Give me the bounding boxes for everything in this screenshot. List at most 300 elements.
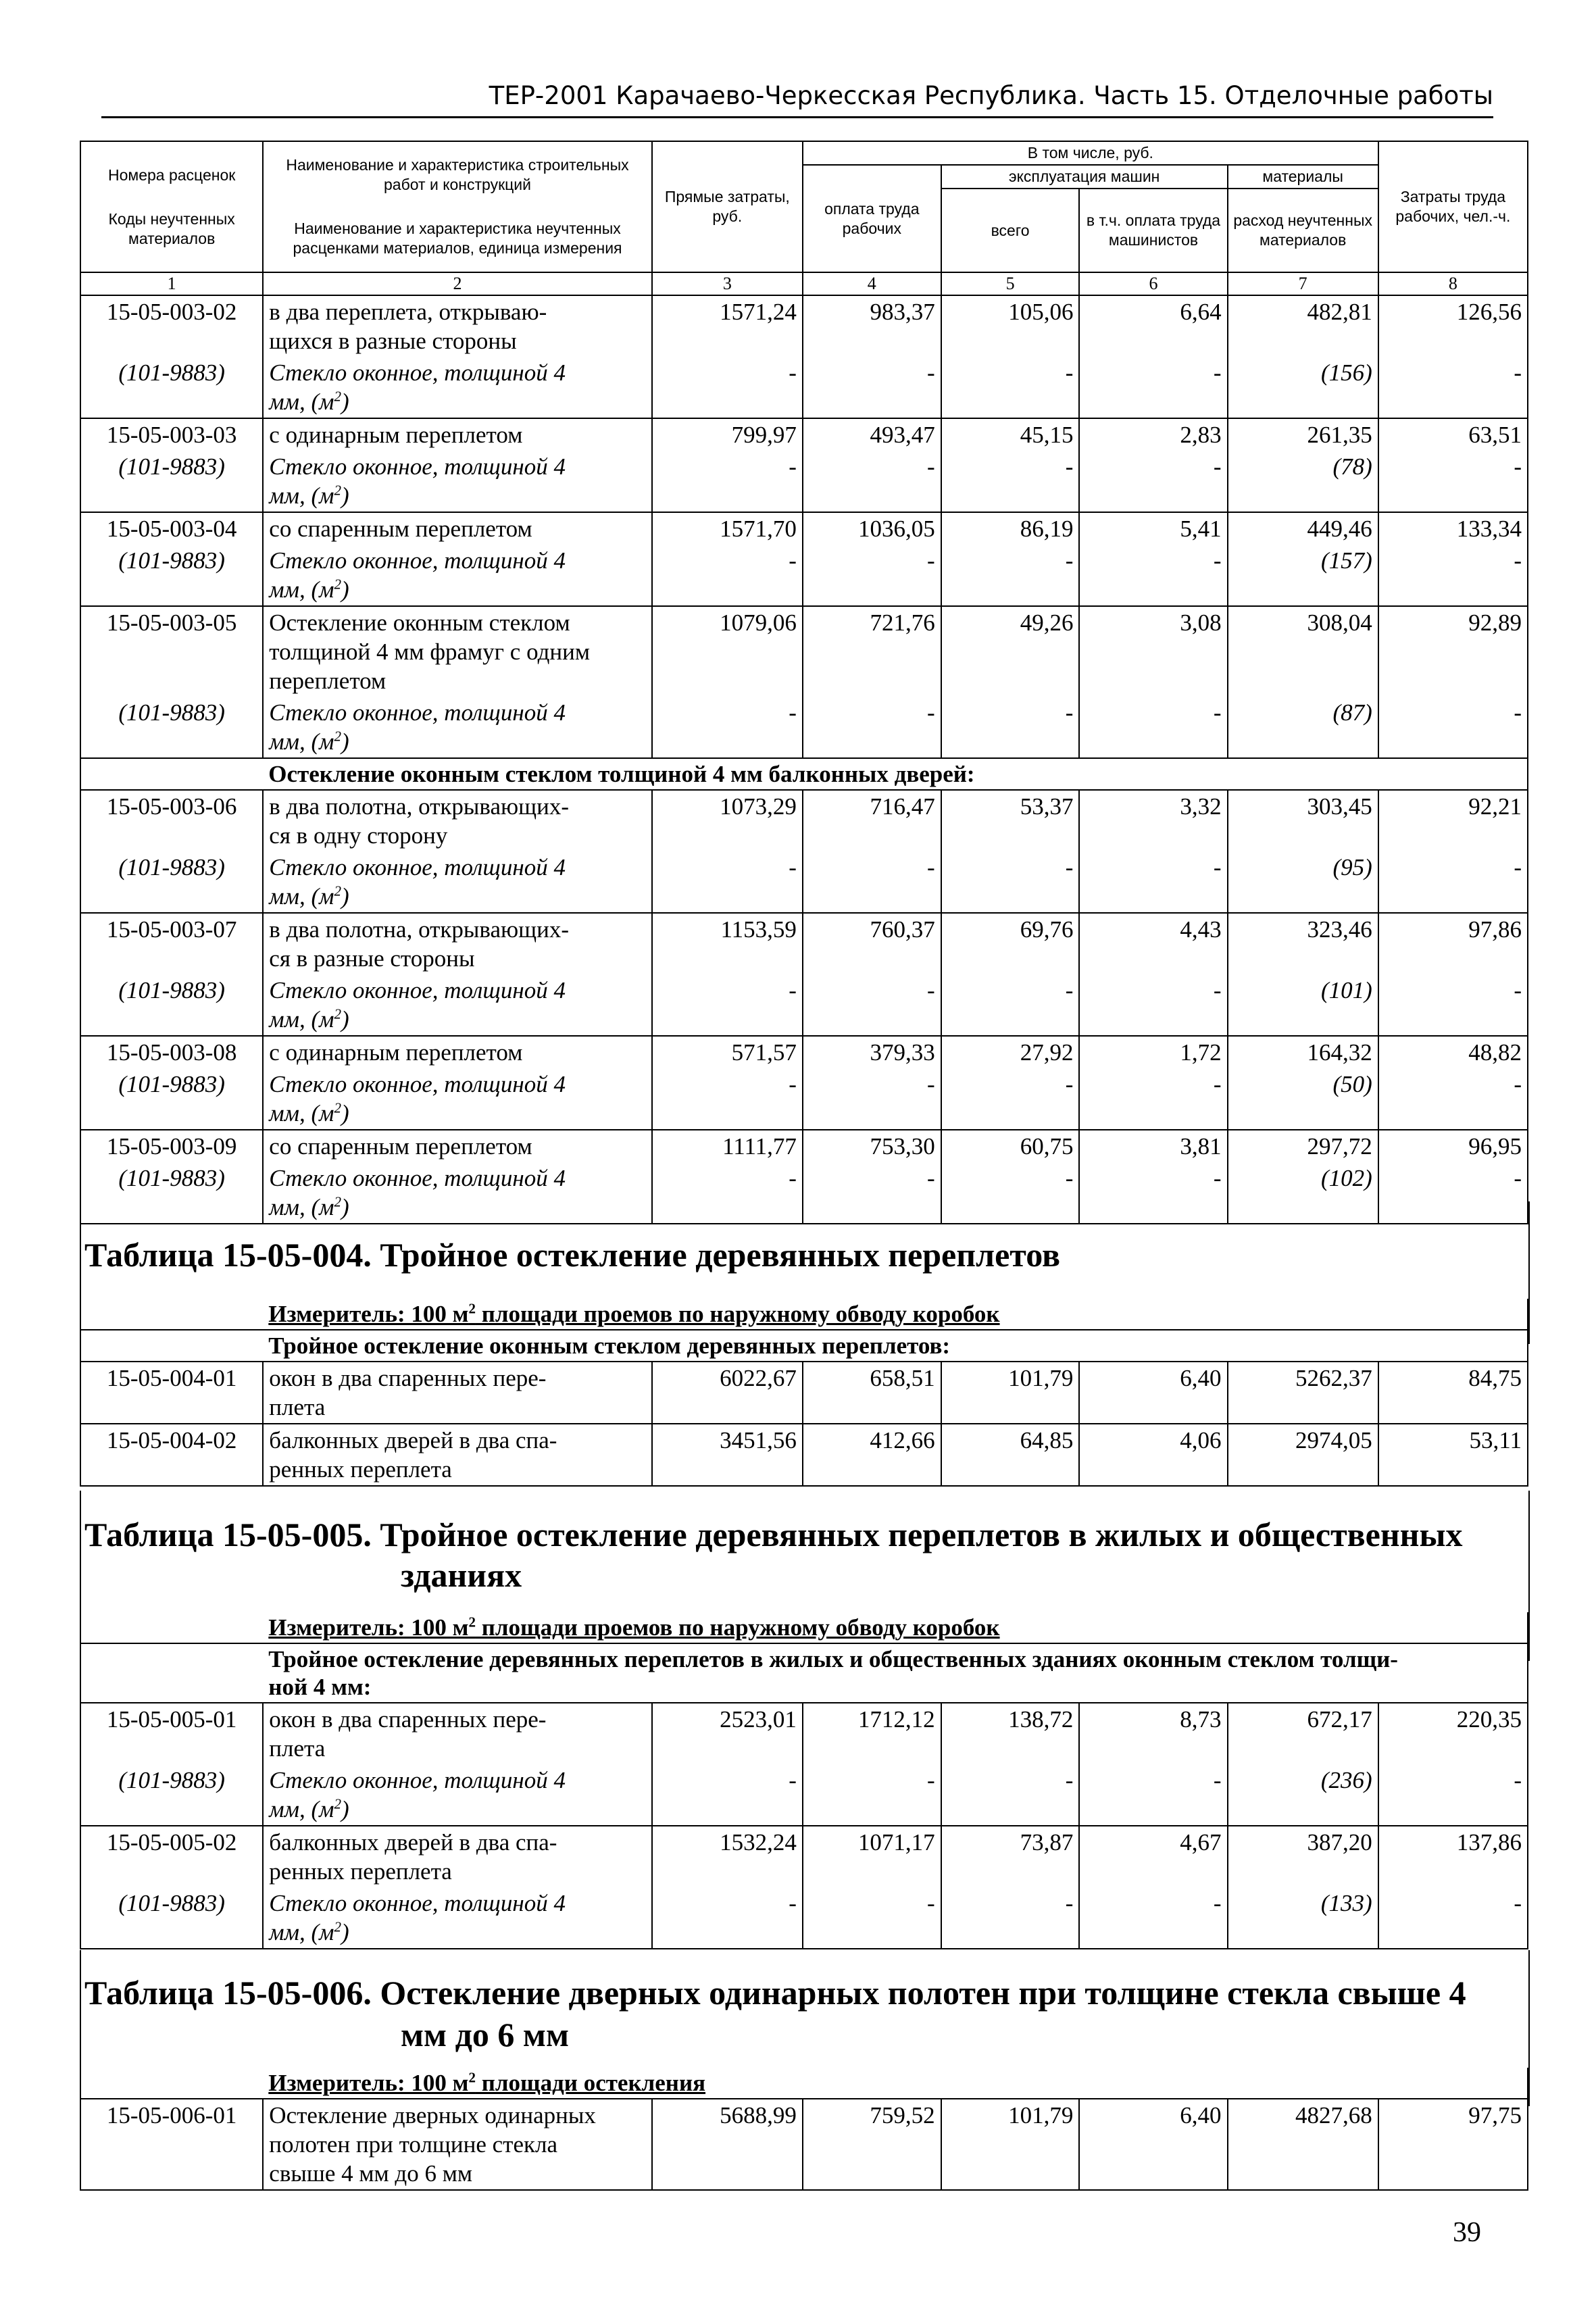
material-name bbox=[263, 1887, 651, 1949]
unit-text: ) bbox=[341, 883, 349, 910]
rate-code: 15-05-006-01 bbox=[80, 2099, 263, 2190]
value-cell: 1532,24 bbox=[652, 1826, 803, 1887]
table-title-15-05-004: Таблица 15-05-004. Тройное остекление деревянных переплетов bbox=[84, 1236, 1060, 1274]
section-spacer bbox=[80, 1643, 263, 1703]
rate-code: 15-05-003-04 bbox=[80, 512, 263, 545]
value-cell: 164,32 bbox=[1228, 1036, 1378, 1068]
col-number: 2 bbox=[263, 272, 651, 295]
rate-code: 15-05-005-01 bbox=[80, 1703, 263, 1764]
table-row bbox=[80, 418, 1528, 451]
th-including: В том числе, руб. bbox=[803, 141, 1378, 165]
work-name bbox=[263, 418, 651, 451]
value-cell: 64,85 bbox=[941, 1424, 1080, 1486]
value-cell: 6022,67 bbox=[652, 1362, 803, 1424]
unit-text: мм, (м bbox=[269, 1796, 334, 1822]
value-cell: 6,64 bbox=[1079, 295, 1227, 357]
work-name-line: ренных переплета bbox=[269, 1456, 452, 1483]
work-name bbox=[263, 606, 651, 697]
measure-unit bbox=[263, 1299, 1528, 1330]
rate-code: 15-05-003-07 bbox=[80, 913, 263, 974]
unit-exponent: 2 bbox=[334, 482, 341, 499]
value-cell: 5262,37 bbox=[1228, 1362, 1378, 1424]
table-row bbox=[80, 1036, 1528, 1068]
material-value: - bbox=[941, 974, 1080, 1036]
col-number: 6 bbox=[1079, 272, 1227, 295]
material-name-line: Стекло оконное, толщиной 4 bbox=[269, 1165, 566, 1191]
measure-exponent: 2 bbox=[468, 2069, 476, 2086]
unit-text: ) bbox=[341, 1006, 349, 1032]
unit-text: ) bbox=[341, 728, 349, 755]
value-cell: 105,06 bbox=[941, 295, 1080, 357]
unit-text: ) bbox=[341, 576, 349, 603]
material-value: - bbox=[803, 545, 941, 606]
unit-text: мм, (м bbox=[269, 576, 334, 603]
unit-text: ) bbox=[341, 389, 349, 415]
material-value: - bbox=[1079, 1068, 1227, 1130]
value-cell: 2974,05 bbox=[1228, 1424, 1378, 1486]
unit-exponent: 2 bbox=[334, 576, 341, 593]
value-cell: 84,75 bbox=[1378, 1362, 1528, 1424]
rate-code: 15-05-003-02 bbox=[80, 295, 263, 357]
material-row bbox=[80, 1764, 1528, 1826]
material-value: (101) bbox=[1228, 974, 1378, 1036]
measure-text: площади проемов по наружному обводу коробок bbox=[475, 1301, 1000, 1327]
work-name-line: балконных дверей в два спа- bbox=[269, 1427, 557, 1453]
rates-table-15-05-005 bbox=[80, 1612, 1528, 1949]
value-cell: 1571,70 bbox=[652, 512, 803, 545]
material-value: - bbox=[1079, 1887, 1227, 1949]
table-row bbox=[80, 790, 1528, 851]
work-name-line: окон в два спаренных пере- bbox=[269, 1365, 547, 1391]
table-row bbox=[80, 295, 1528, 357]
unit-exponent: 2 bbox=[334, 1918, 341, 1935]
material-value: - bbox=[941, 1068, 1080, 1130]
material-value: (95) bbox=[1228, 851, 1378, 913]
table-row bbox=[80, 1424, 1528, 1486]
value-cell: 1079,06 bbox=[652, 606, 803, 697]
value-cell: 1071,17 bbox=[803, 1826, 941, 1887]
col-number: 1 bbox=[80, 272, 263, 295]
material-name bbox=[263, 451, 651, 512]
section-line: Тройное остекление оконным стеклом деревянных переплетов: bbox=[268, 1333, 951, 1359]
rate-code: 15-05-003-06 bbox=[80, 790, 263, 851]
material-name bbox=[263, 1068, 651, 1130]
unit-text: мм, (м bbox=[269, 389, 334, 415]
material-code: (101-9883) bbox=[80, 1764, 263, 1826]
material-value: - bbox=[652, 451, 803, 512]
value-cell: 323,46 bbox=[1228, 913, 1378, 974]
material-value: - bbox=[1378, 851, 1528, 913]
th-rate-numbers: Номера расценок Коды неучтенных материалов bbox=[80, 141, 263, 272]
work-name-line: со спаренным переплетом bbox=[269, 1133, 532, 1160]
table-row bbox=[80, 1362, 1528, 1424]
value-cell: 97,86 bbox=[1378, 913, 1528, 974]
th-machines-total: всего bbox=[941, 189, 1080, 272]
rate-code: 15-05-005-02 bbox=[80, 1826, 263, 1887]
work-name-line: свыше 4 мм до 6 мм bbox=[269, 2160, 473, 2187]
material-value: - bbox=[652, 974, 803, 1036]
material-code: (101-9883) bbox=[80, 974, 263, 1036]
table-title-15-05-005-cont: зданиях bbox=[401, 1556, 522, 1594]
material-value: - bbox=[941, 545, 1080, 606]
material-value: - bbox=[803, 974, 941, 1036]
material-unit bbox=[269, 387, 645, 416]
value-cell: 983,37 bbox=[803, 295, 941, 357]
value-cell: 101,79 bbox=[941, 1362, 1080, 1424]
work-name bbox=[263, 1036, 651, 1068]
value-cell: 297,72 bbox=[1228, 1130, 1378, 1162]
material-value: - bbox=[1378, 1887, 1528, 1949]
value-cell: 3451,56 bbox=[652, 1424, 803, 1486]
material-name bbox=[263, 545, 651, 606]
material-value: - bbox=[1378, 697, 1528, 758]
unit-text: ) bbox=[341, 1919, 349, 1945]
measure-text: Измеритель: 100 м bbox=[268, 1301, 469, 1327]
material-value: (50) bbox=[1228, 1068, 1378, 1130]
material-name bbox=[263, 357, 651, 418]
value-cell: 4,43 bbox=[1079, 913, 1227, 974]
work-name-line: ся в разные стороны bbox=[269, 945, 475, 972]
value-cell: 4,67 bbox=[1079, 1826, 1227, 1887]
material-value: - bbox=[652, 851, 803, 913]
measure-spacer bbox=[80, 1299, 263, 1330]
material-name-line: Стекло оконное, толщиной 4 bbox=[269, 977, 566, 1003]
measure-text: площади остекления bbox=[475, 2070, 706, 2096]
table-row bbox=[80, 512, 1528, 545]
value-cell: 303,45 bbox=[1228, 790, 1378, 851]
value-cell: 126,56 bbox=[1378, 295, 1528, 357]
material-row bbox=[80, 357, 1528, 418]
material-value: - bbox=[652, 545, 803, 606]
material-value: - bbox=[1079, 545, 1227, 606]
work-name-line: в два полотна, открывающих- bbox=[269, 916, 570, 943]
section-spacer bbox=[80, 758, 263, 790]
material-row bbox=[80, 851, 1528, 913]
material-name-line: Стекло оконное, толщиной 4 bbox=[269, 1890, 566, 1916]
value-cell: 1111,77 bbox=[652, 1130, 803, 1162]
material-row bbox=[80, 1068, 1528, 1130]
material-value: - bbox=[941, 697, 1080, 758]
material-value: - bbox=[1378, 545, 1528, 606]
unit-exponent: 2 bbox=[334, 388, 341, 405]
value-cell: 137,86 bbox=[1378, 1826, 1528, 1887]
value-cell: 60,75 bbox=[941, 1130, 1080, 1162]
material-name-line: Стекло оконное, толщиной 4 bbox=[269, 854, 566, 880]
material-value: (156) bbox=[1228, 357, 1378, 418]
work-name-line: окон в два спаренных пере- bbox=[269, 1706, 547, 1733]
value-cell: 4,06 bbox=[1079, 1424, 1227, 1486]
material-name-line: Стекло оконное, толщиной 4 bbox=[269, 453, 566, 480]
work-name-line: щихся в разные стороны bbox=[269, 328, 517, 354]
work-name bbox=[263, 1703, 651, 1764]
unit-text: мм, (м bbox=[269, 1100, 334, 1126]
value-cell: 97,75 bbox=[1378, 2099, 1528, 2190]
measure-spacer bbox=[80, 2068, 263, 2099]
material-value: - bbox=[941, 451, 1080, 512]
material-row bbox=[80, 451, 1528, 512]
page-number: 39 bbox=[1453, 2217, 1481, 2248]
value-cell: 1,72 bbox=[1079, 1036, 1227, 1068]
work-name bbox=[263, 512, 651, 545]
th-direct-costs: Прямые затраты, руб. bbox=[652, 141, 803, 272]
material-value: (133) bbox=[1228, 1887, 1378, 1949]
unit-exponent: 2 bbox=[334, 1005, 341, 1022]
table-row bbox=[80, 913, 1528, 974]
material-value: - bbox=[803, 851, 941, 913]
material-unit bbox=[269, 1795, 645, 1824]
material-value: - bbox=[652, 1887, 803, 1949]
material-value: - bbox=[1378, 974, 1528, 1036]
value-cell: 96,95 bbox=[1378, 1130, 1528, 1162]
col-number: 5 bbox=[941, 272, 1080, 295]
value-cell: 4827,68 bbox=[1228, 2099, 1378, 2190]
value-cell: 379,33 bbox=[803, 1036, 941, 1068]
value-cell: 716,47 bbox=[803, 790, 941, 851]
table-title-15-05-006-cont: мм до 6 мм bbox=[401, 2016, 570, 2053]
work-name-line: в два переплета, открываю- bbox=[269, 299, 547, 325]
work-name-line: со спаренным переплетом bbox=[269, 516, 532, 542]
material-value: - bbox=[652, 1162, 803, 1224]
material-value: - bbox=[941, 1764, 1080, 1826]
material-code: (101-9883) bbox=[80, 1068, 263, 1130]
value-cell: 1153,59 bbox=[652, 913, 803, 974]
material-row bbox=[80, 697, 1528, 758]
material-value: - bbox=[652, 1764, 803, 1826]
value-cell: 308,04 bbox=[1228, 606, 1378, 697]
material-unit bbox=[269, 1099, 645, 1128]
measure-text: Измеритель: 100 м bbox=[268, 1614, 469, 1641]
material-unit bbox=[269, 882, 645, 911]
material-row bbox=[80, 1887, 1528, 1949]
work-name bbox=[263, 1130, 651, 1162]
section-heading: Остекление оконным стеклом толщиной 4 мм балконных дверей: bbox=[263, 758, 1528, 790]
material-unit bbox=[269, 575, 645, 604]
material-value: - bbox=[803, 697, 941, 758]
th-machinist-wages: в т.ч. оплата труда машинистов bbox=[1079, 189, 1227, 272]
th-work-name: Наименование и характеристика строительных работ и конструкций Наименование и характеристика неучтенных расценками материалов, единица измерения bbox=[263, 141, 651, 272]
value-cell: 69,76 bbox=[941, 913, 1080, 974]
material-value: (78) bbox=[1228, 451, 1378, 512]
col-number: 8 bbox=[1378, 272, 1528, 295]
value-cell: 45,15 bbox=[941, 418, 1080, 451]
unit-text: мм, (м bbox=[269, 1194, 334, 1220]
unit-text: мм, (м bbox=[269, 883, 334, 910]
measure-exponent: 2 bbox=[468, 1300, 476, 1317]
work-name-line: толщиной 4 мм фрамуг с одним bbox=[269, 639, 590, 665]
rate-code: 15-05-004-02 bbox=[80, 1424, 263, 1486]
value-cell: 1712,12 bbox=[803, 1703, 941, 1764]
value-cell: 48,82 bbox=[1378, 1036, 1528, 1068]
value-cell: 133,34 bbox=[1378, 512, 1528, 545]
value-cell: 2,83 bbox=[1079, 418, 1227, 451]
material-unit bbox=[269, 1918, 645, 1947]
work-name bbox=[263, 295, 651, 357]
work-name-line: плета bbox=[269, 1394, 326, 1420]
material-value: - bbox=[1079, 357, 1227, 418]
material-value: (157) bbox=[1228, 545, 1378, 606]
unit-text: ) bbox=[341, 1796, 349, 1822]
value-cell: 6,40 bbox=[1079, 1362, 1227, 1424]
measure-text: площади проемов по наружному обводу коробок bbox=[475, 1614, 1000, 1641]
value-cell: 3,32 bbox=[1079, 790, 1227, 851]
material-value: - bbox=[803, 1764, 941, 1826]
material-value: - bbox=[1079, 697, 1227, 758]
measure-unit bbox=[263, 1612, 1528, 1643]
material-value: - bbox=[941, 357, 1080, 418]
material-value: - bbox=[1079, 974, 1227, 1036]
value-cell: 449,46 bbox=[1228, 512, 1378, 545]
work-name-line: балконных дверей в два спа- bbox=[269, 1829, 557, 1856]
table-row bbox=[80, 1703, 1528, 1764]
rate-code: 15-05-003-09 bbox=[80, 1130, 263, 1162]
value-cell: 721,76 bbox=[803, 606, 941, 697]
material-value: - bbox=[803, 357, 941, 418]
value-cell: 27,92 bbox=[941, 1036, 1080, 1068]
rates-table-15-05-003 bbox=[80, 141, 1528, 1224]
value-cell: 101,79 bbox=[941, 2099, 1080, 2190]
material-code: (101-9883) bbox=[80, 357, 263, 418]
material-value: - bbox=[1079, 1162, 1227, 1224]
material-value: - bbox=[803, 1887, 941, 1949]
value-cell: 86,19 bbox=[941, 512, 1080, 545]
material-value: (102) bbox=[1228, 1162, 1378, 1224]
value-cell: 387,20 bbox=[1228, 1826, 1378, 1887]
unit-text: мм, (м bbox=[269, 1006, 334, 1032]
value-cell: 493,47 bbox=[803, 418, 941, 451]
measure-spacer bbox=[80, 1612, 263, 1643]
th-material-consumption: расход неучтенных материалов bbox=[1228, 189, 1378, 272]
col-number: 3 bbox=[652, 272, 803, 295]
unit-exponent: 2 bbox=[334, 882, 341, 899]
section-heading bbox=[263, 1330, 1528, 1362]
header-rule bbox=[101, 116, 1493, 118]
material-code: (101-9883) bbox=[80, 451, 263, 512]
material-unit bbox=[269, 1005, 645, 1034]
value-cell: 8,73 bbox=[1079, 1703, 1227, 1764]
unit-text: ) bbox=[341, 1194, 349, 1220]
material-name-line: Стекло оконное, толщиной 4 bbox=[269, 1767, 566, 1793]
material-unit bbox=[269, 727, 645, 756]
value-cell: 3,08 bbox=[1079, 606, 1227, 697]
value-cell: 412,66 bbox=[803, 1424, 941, 1486]
material-name bbox=[263, 697, 651, 758]
work-name-line: с одинарным переплетом bbox=[269, 1039, 523, 1066]
th-wages: оплата труда рабочих bbox=[803, 165, 941, 272]
table-row bbox=[80, 606, 1528, 697]
running-header: ТЕР-2001 Карачаево-Черкесская Республика. Часть 15. Отделочные работы bbox=[489, 81, 1493, 110]
unit-text: мм, (м bbox=[269, 728, 334, 755]
material-row bbox=[80, 974, 1528, 1036]
material-unit bbox=[269, 481, 645, 510]
value-cell: 1036,05 bbox=[803, 512, 941, 545]
unit-exponent: 2 bbox=[334, 1099, 341, 1116]
work-name-line: Остекление оконным стеклом bbox=[269, 609, 570, 636]
value-cell: 49,26 bbox=[941, 606, 1080, 697]
material-value: - bbox=[941, 1162, 1080, 1224]
section-spacer bbox=[80, 1330, 263, 1362]
section-heading bbox=[263, 1643, 1528, 1703]
value-cell: 571,57 bbox=[652, 1036, 803, 1068]
material-name bbox=[263, 1764, 651, 1826]
material-code: (101-9883) bbox=[80, 1887, 263, 1949]
value-cell: 482,81 bbox=[1228, 295, 1378, 357]
value-cell: 672,17 bbox=[1228, 1703, 1378, 1764]
measure-text: Измеритель: 100 м bbox=[268, 2070, 469, 2096]
work-name-line: переплетом bbox=[269, 668, 386, 694]
table-row bbox=[80, 1130, 1528, 1162]
work-name-line: Остекление дверных одинарных bbox=[269, 2102, 596, 2129]
value-cell: 1571,24 bbox=[652, 295, 803, 357]
work-name bbox=[263, 790, 651, 851]
material-code: (101-9883) bbox=[80, 1162, 263, 1224]
material-value: (236) bbox=[1228, 1764, 1378, 1826]
material-value: - bbox=[941, 1887, 1080, 1949]
rates-table-15-05-006 bbox=[80, 2068, 1528, 2191]
value-cell: 220,35 bbox=[1378, 1703, 1528, 1764]
rates-table-15-05-004 bbox=[80, 1299, 1528, 1487]
work-name bbox=[263, 1362, 651, 1424]
col-number: 7 bbox=[1228, 272, 1378, 295]
value-cell: 53,37 bbox=[941, 790, 1080, 851]
value-cell: 2523,01 bbox=[652, 1703, 803, 1764]
material-value: - bbox=[652, 357, 803, 418]
material-value: - bbox=[1378, 1068, 1528, 1130]
value-cell: 5,41 bbox=[1079, 512, 1227, 545]
work-name bbox=[263, 2099, 651, 2190]
col-number: 4 bbox=[803, 272, 941, 295]
value-cell: 261,35 bbox=[1228, 418, 1378, 451]
th-machines: эксплуатация машин bbox=[941, 165, 1228, 189]
th-labor-hours: Затраты труда рабочих, чел.-ч. bbox=[1378, 141, 1528, 272]
work-name bbox=[263, 913, 651, 974]
material-value: - bbox=[1079, 1764, 1227, 1826]
material-value: - bbox=[1378, 1162, 1528, 1224]
measure-exponent: 2 bbox=[468, 1614, 476, 1631]
value-cell: 1073,29 bbox=[652, 790, 803, 851]
material-code: (101-9883) bbox=[80, 545, 263, 606]
work-name bbox=[263, 1826, 651, 1887]
value-cell: 138,72 bbox=[941, 1703, 1080, 1764]
value-cell: 753,30 bbox=[803, 1130, 941, 1162]
material-value: - bbox=[1378, 357, 1528, 418]
material-value: - bbox=[803, 1162, 941, 1224]
material-name bbox=[263, 974, 651, 1036]
table-title-15-05-006: Таблица 15-05-006. Остекление дверных одинарных полотен при толщине стекла свыше 4 bbox=[84, 1974, 1466, 2012]
material-row bbox=[80, 545, 1528, 606]
work-name-line: в два полотна, открывающих- bbox=[269, 793, 570, 820]
material-value: - bbox=[1079, 451, 1227, 512]
unit-text: ) bbox=[341, 1100, 349, 1126]
material-name bbox=[263, 851, 651, 913]
value-cell: 92,89 bbox=[1378, 606, 1528, 697]
unit-exponent: 2 bbox=[334, 1795, 341, 1812]
unit-text: мм, (м bbox=[269, 1919, 334, 1945]
value-cell: 73,87 bbox=[941, 1826, 1080, 1887]
value-cell: 63,51 bbox=[1378, 418, 1528, 451]
value-cell: 5688,99 bbox=[652, 2099, 803, 2190]
material-code: (101-9883) bbox=[80, 851, 263, 913]
material-name-line: Стекло оконное, толщиной 4 bbox=[269, 359, 566, 386]
material-value: - bbox=[803, 1068, 941, 1130]
th-materials: материалы bbox=[1228, 165, 1378, 189]
unit-exponent: 2 bbox=[334, 728, 341, 745]
work-name-line: ся в одну сторону bbox=[269, 822, 448, 849]
work-name-line: плета bbox=[269, 1735, 326, 1762]
work-name bbox=[263, 1424, 651, 1486]
table-row bbox=[80, 2099, 1528, 2190]
material-code: (101-9883) bbox=[80, 697, 263, 758]
unit-exponent: 2 bbox=[334, 1193, 341, 1210]
